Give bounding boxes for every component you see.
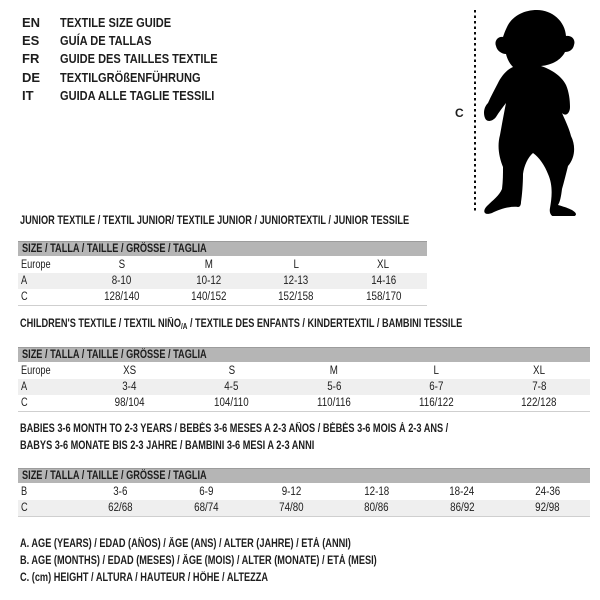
table-cell: 4-5 [224, 381, 239, 393]
table-cell: 6-9 [198, 485, 214, 498]
table-cell: 24-36 [534, 485, 560, 498]
table-row [18, 256, 427, 273]
table-cell: 122/128 [521, 397, 557, 409]
table-cell: 8-10 [111, 275, 132, 287]
table-cell: 68/74 [193, 502, 219, 514]
table-header-text: SIZE / TALLA / TAILLE / GRÖSSE / TAGLIA [22, 470, 207, 482]
language-title: GUIDE DES TAILLES TEXTILE [60, 51, 218, 67]
children-table-title: CHILDREN'S TEXTILE / TEXTIL $NIÑO_{/A}$ / TEXTILE DES ENFANTS / KINDERTEXTIL / BAMBINI TESSILE [20, 318, 463, 331]
language-code: DE [22, 69, 41, 85]
table-body [18, 362, 590, 412]
legend-block [20, 535, 466, 587]
table-cell: 86/92 [449, 502, 475, 514]
table-header-bar [18, 468, 590, 483]
table-cell: S [118, 258, 125, 271]
table-cell: M [204, 258, 213, 271]
toddler-silhouette-image [482, 6, 586, 216]
table-cell: 5-6 [326, 381, 342, 393]
language-code: EN [22, 14, 41, 30]
babies-size-table [18, 468, 590, 517]
table-cell: XS [122, 364, 136, 377]
table-row [18, 379, 590, 395]
legend-line-a: A. AGE (YEARS) / EDAD (AÑOS) / ÂGE (ANS) / ALTER (JAHRE) / ETÀ (ANNI) [20, 537, 351, 550]
language-code: IT [22, 87, 34, 103]
table-cell: 14-16 [370, 275, 396, 287]
table-cell: L [433, 364, 440, 377]
language-row-es [22, 31, 245, 49]
language-row-en [22, 13, 245, 31]
table-body [18, 483, 590, 517]
language-code: FR [22, 51, 40, 67]
legend-line-b: B. AGE (MONTHS) / EDAD (MESES) / ÂGE (MOIS) / ALTER (MONATE) / ETÀ (MESI) [20, 555, 377, 568]
row-label: A [21, 381, 28, 393]
table-row [18, 273, 427, 289]
table-cell: 104/110 [214, 397, 249, 409]
language-title: TEXTILE SIZE GUIDE [60, 14, 172, 30]
row-label: C [21, 397, 28, 409]
table-row [18, 362, 590, 379]
table-header-bar [18, 241, 427, 256]
table-cell: 92/98 [535, 502, 560, 514]
table-cell: 110/116 [317, 397, 351, 409]
row-label: C [21, 291, 28, 303]
table-cell: 7-8 [531, 381, 546, 393]
table-cell: L [293, 258, 299, 271]
table-cell: 74/80 [279, 502, 304, 514]
subscript-text: /A [180, 322, 188, 331]
row-label: B [21, 485, 28, 498]
language-row-fr [22, 50, 245, 68]
table-cell: 3-4 [122, 381, 137, 393]
table-cell: 3-6 [113, 485, 128, 498]
junior-size-table [18, 241, 427, 306]
table-cell: 9-12 [281, 485, 302, 498]
table-row [18, 395, 590, 411]
row-label: C [21, 502, 28, 514]
table-row [18, 483, 590, 500]
language-row-it [22, 86, 245, 104]
children-size-table [18, 347, 590, 412]
table-header-text: SIZE / TALLA / TAILLE / GRÖSSE / TAGLIA [22, 349, 207, 361]
table-cell: 128/140 [103, 291, 140, 303]
table-cell: 152/158 [278, 291, 314, 303]
table-cell: 98/104 [114, 397, 145, 409]
table-cell: XL [532, 364, 545, 377]
row-label: Europe [21, 258, 51, 271]
language-heading-list [22, 13, 245, 104]
legend-line-c: C. (cm) HEIGHT / ALTURA / HAUTEUR / HÖHE / ALTEZZA [20, 572, 269, 585]
table-cell: XL [377, 258, 390, 271]
junior-table-title: JUNIOR TEXTILE / TEXTIL JUNIOR/ TEXTILE JUNIOR / JUNIORTEXTIL / JUNIOR TESSILE [20, 215, 410, 227]
table-cell: 62/68 [108, 502, 133, 514]
language-title: GUÍA DE TALLAS [60, 32, 152, 48]
babies-table-title: BABIES 3-6 MONTH TO 2-3 YEARS / BEBÉS 3-6 MESES A 2-3 AÑOS / BÉBÉS 3-6 MOIS À 2-3 ANS / BABYS 3-6 MONATE BIS 2-3 JAHRE / BAMBINI 3-6 MESI A 2-3 ANNI [20, 423, 449, 452]
table-cell: S [228, 364, 235, 377]
table-cell: 12-13 [283, 275, 309, 287]
language-title: GUIDA ALLE TAGLIE TESSILI [60, 87, 215, 103]
table-cell: 10-12 [196, 275, 222, 287]
table-cell: 18-24 [449, 485, 475, 498]
row-label: Europe [21, 364, 51, 377]
table-body [18, 256, 427, 306]
height-measure-dotted-line [474, 10, 476, 211]
language-title: TEXTILGRÖßENFÜHRUNG [60, 69, 201, 85]
language-row-de [22, 68, 245, 86]
table-cell: 6-7 [429, 381, 444, 393]
table-cell: 12-18 [364, 485, 390, 498]
row-label: A [21, 275, 28, 287]
table-cell: 140/152 [191, 291, 227, 303]
table-cell: 158/170 [365, 291, 402, 303]
table-header-text: SIZE / TALLA / TAILLE / GRÖSSE / TAGLIA [22, 243, 207, 255]
language-code: ES [22, 32, 40, 48]
height-measure-label: C [455, 106, 464, 120]
table-row [18, 500, 590, 516]
table-header-bar [18, 347, 590, 362]
table-cell: 80/86 [364, 502, 389, 514]
table-row [18, 289, 427, 305]
table-cell: M [329, 364, 339, 377]
table-cell: 116/122 [419, 397, 454, 409]
